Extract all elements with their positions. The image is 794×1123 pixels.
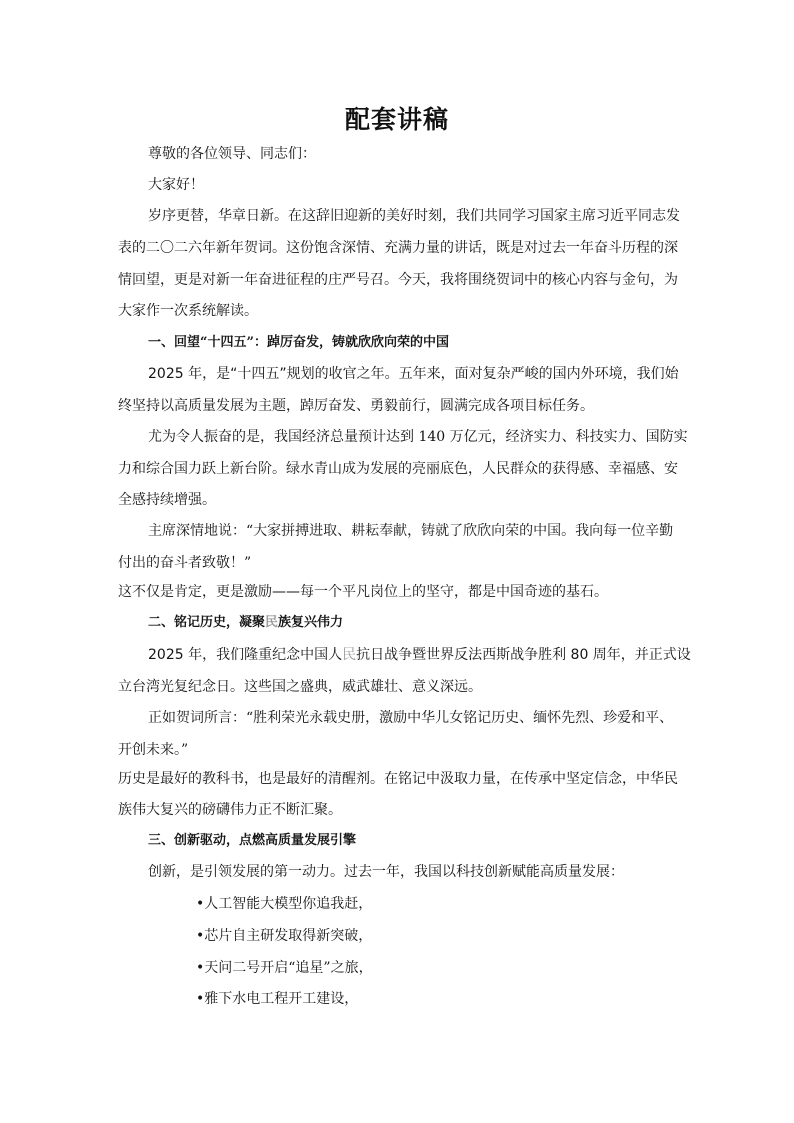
text-run: 尤为令人振奋的是，我国经济总量预计达到 — [148, 429, 419, 445]
section-2-p2-line-1: 历史是最好的教科书，也是最好的清醒剂。在铭记中汲取力量，在传承中坚定信念，中华民 — [118, 771, 678, 787]
quote-text: “大家拼搏进取、耕耘奉献，铸就了欣欣向荣的中国。我向每一位辛勤 — [246, 523, 674, 539]
section-1-p2-line-2: 力和综合国力跃上新台阶。绿水青山成为发展的亮丽底色，人民群众的获得感、幸福感、安 — [118, 461, 678, 477]
section-2-p1-line-1 — [148, 645, 691, 665]
section-2-quote-line-2: 开创未来。” — [118, 742, 189, 758]
bullet-item: •芯片自主研发取得新突破， — [196, 928, 373, 944]
intro-line-1: 岁序更替，华章日新。在这辞旧迎新的美好时刻，我们共同学习国家主席习近平同志发 — [148, 208, 680, 224]
quote-lead: 主席深情地说： — [148, 523, 246, 539]
text-run-faded: 民 — [342, 647, 357, 663]
text-run: 抗日战争暨世界反法西斯战争胜利 80 周年，并正式设 — [356, 647, 691, 663]
section-1-p2-line-1 — [148, 427, 688, 447]
document-title: 配套讲稿 — [344, 105, 449, 134]
intro-line-4: 大家作一次系统解读。 — [118, 303, 258, 319]
section-3-p1: 创新，是引领发展的第一动力。过去一年，我国以科技创新赋能高质量发展： — [148, 864, 624, 880]
section-1-quote-line-1 — [148, 521, 673, 541]
heading-run: 二、铭记历史，凝聚 — [148, 615, 266, 630]
section-1-p1-line-2: 终坚持以高质量发展为主题，踔厉奋发、勇毅前行，圆满完成各项目标任务。 — [118, 398, 594, 414]
section-1-heading: 一、回望“十四五”：踔厉奋发，铸就欣欣向荣的中国 — [148, 335, 449, 350]
section-1-p1-line-1: 2025 年，是“十四五”规划的收官之年。五年来，面对复杂严峻的国内外环境，我们始 — [148, 366, 679, 382]
text-run: ，经济实力、科技实力、国防实 — [491, 429, 688, 445]
greeting: 大家好！ — [148, 177, 204, 193]
section-2-quote-line-1 — [148, 708, 673, 728]
gdp-figure: 140 万亿元 — [418, 429, 492, 445]
intro-line-3: 情回望，更是对新一年奋进征程的庄严号召。今天，我将围绕贺词中的核心内容与金句，为 — [118, 272, 678, 288]
section-1-quote-line-2: 付出的奋斗者致敬！” — [118, 555, 252, 571]
salutation: 尊敬的各位领导、同志们： — [148, 146, 316, 162]
bullet-item: •人工智能大模型你追我赶， — [196, 896, 373, 912]
quote-lead: 正如贺词所言： — [148, 710, 246, 726]
bullet-item: •雅下水电工程开工建设， — [196, 991, 359, 1007]
heading-run-faded: 民 — [265, 615, 279, 630]
heading-run: 族复兴伟力 — [278, 615, 344, 630]
text-run: 2025 年，我们隆重纪念中国人 — [148, 647, 343, 663]
intro-line-2: 表的二〇二六年新年贺词。这份饱含深情、充满力量的讲话，既是对过去一年奋斗历程的深 — [118, 240, 678, 256]
quote-text: “胜利荣光永载史册，激励中华儿女铭记历史、缅怀先烈、珍爱和平、 — [246, 710, 674, 726]
section-2-p2-line-2: 族伟大复兴的磅礴伟力正不断汇聚。 — [118, 802, 342, 818]
section-2-p1-line-2: 立台湾光复纪念日。这些国之盛典，威武雄壮、意义深远。 — [118, 679, 482, 695]
section-1-p3: 这不仅是肯定，更是激励——每一个平凡岗位上的坚守，都是中国奇迹的基石。 — [118, 584, 608, 600]
section-2-heading — [148, 613, 343, 633]
bullet-item: •天问二号开启“追星”之旅， — [196, 960, 373, 976]
section-3-heading: 三、创新驱动，点燃高质量发展引擎 — [148, 833, 357, 848]
section-1-p2-line-3: 全感持续增强。 — [118, 492, 216, 508]
